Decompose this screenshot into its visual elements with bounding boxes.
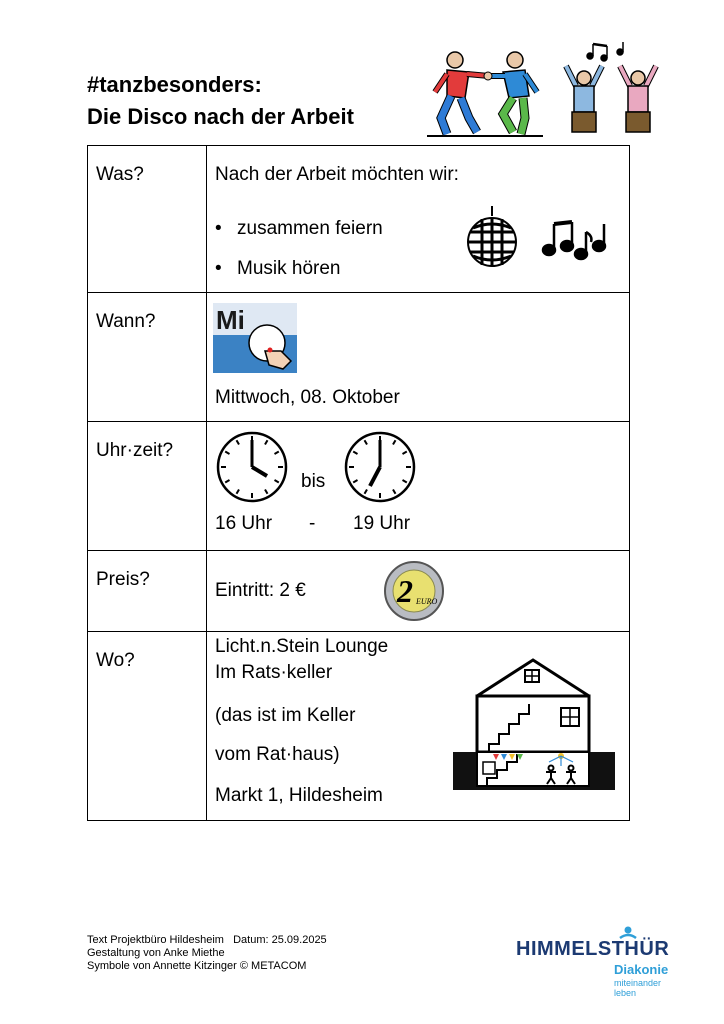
wo-line-2: Im Rats·keller bbox=[215, 662, 333, 683]
content-preis bbox=[207, 551, 630, 632]
footer-line-2: Gestaltung von Anke Miethe bbox=[87, 947, 225, 959]
footer-line-1: Text Projektbüro Hildesheim Datum: 25.09.2025 bbox=[87, 934, 327, 946]
uhrzeit-end: 19 Uhr bbox=[353, 513, 411, 534]
content-uhrzeit bbox=[207, 422, 630, 551]
coin-value: 2 bbox=[397, 573, 413, 609]
title-line-2: Die Disco nach der Arbeit bbox=[87, 104, 354, 129]
label-was: Was? bbox=[88, 146, 207, 293]
info-table bbox=[87, 145, 630, 821]
disco-ball-icon bbox=[465, 206, 519, 268]
wo-line-1: Licht.n.Stein Lounge bbox=[215, 636, 389, 657]
wann-date: Mittwoch, 08. Oktober bbox=[215, 387, 400, 408]
content-was bbox=[207, 146, 630, 293]
clock-16-icon bbox=[215, 430, 289, 504]
wo-line-3: (das ist im Keller bbox=[215, 705, 356, 726]
wednesday-calendar-icon bbox=[213, 303, 297, 373]
row-wo bbox=[88, 632, 630, 821]
label-wo: Wo? bbox=[88, 632, 207, 821]
uhrzeit-dash: - bbox=[309, 513, 316, 534]
wheelchair-dancers-icon bbox=[556, 40, 668, 138]
coin-unit: EURO bbox=[416, 597, 438, 606]
himmelsthuer-diakonie-logo bbox=[516, 926, 676, 998]
town-hall-cellar-icon bbox=[453, 656, 615, 790]
row-wann bbox=[88, 293, 630, 422]
logo-subtitle: Diakonie bbox=[614, 962, 669, 977]
dancing-couple-icon bbox=[425, 48, 547, 140]
label-wann: Wann? bbox=[88, 293, 207, 422]
content-wo bbox=[207, 632, 630, 821]
logo-tagline: miteinander leben bbox=[614, 978, 662, 998]
uhrzeit-between: bis bbox=[301, 471, 326, 492]
wo-line-4: vom Rat·haus) bbox=[215, 744, 340, 765]
was-item-1: • zusammen feiern bbox=[237, 218, 383, 240]
page-title bbox=[87, 69, 354, 133]
content-wann bbox=[207, 293, 630, 422]
footer-credits bbox=[87, 934, 327, 973]
preis-text: Eintritt: 2 € bbox=[215, 580, 306, 601]
row-uhrzeit bbox=[88, 422, 630, 551]
label-preis: Preis? bbox=[88, 551, 207, 632]
wo-line-5: Markt 1, Hildesheim bbox=[215, 785, 383, 806]
title-line-1: #tanzbesonders: bbox=[87, 72, 262, 97]
music-notes-icon bbox=[541, 216, 611, 262]
uhrzeit-start: 16 Uhr bbox=[215, 513, 273, 534]
was-intro: Nach der Arbeit möchten wir: bbox=[215, 164, 459, 185]
calendar-day-text: Mi bbox=[216, 305, 245, 335]
row-was bbox=[88, 146, 630, 293]
footer-line-3: Symbole von Annette Kitzinger © METACOM bbox=[87, 960, 307, 972]
was-item-2: • Musik hören bbox=[237, 258, 341, 280]
logo-name: HIMMELSTHÜR bbox=[516, 938, 670, 960]
two-euro-coin-icon bbox=[383, 560, 445, 622]
label-uhrzeit: Uhr·zeit? bbox=[88, 422, 207, 551]
row-preis bbox=[88, 551, 630, 632]
clock-19-icon bbox=[343, 430, 417, 504]
